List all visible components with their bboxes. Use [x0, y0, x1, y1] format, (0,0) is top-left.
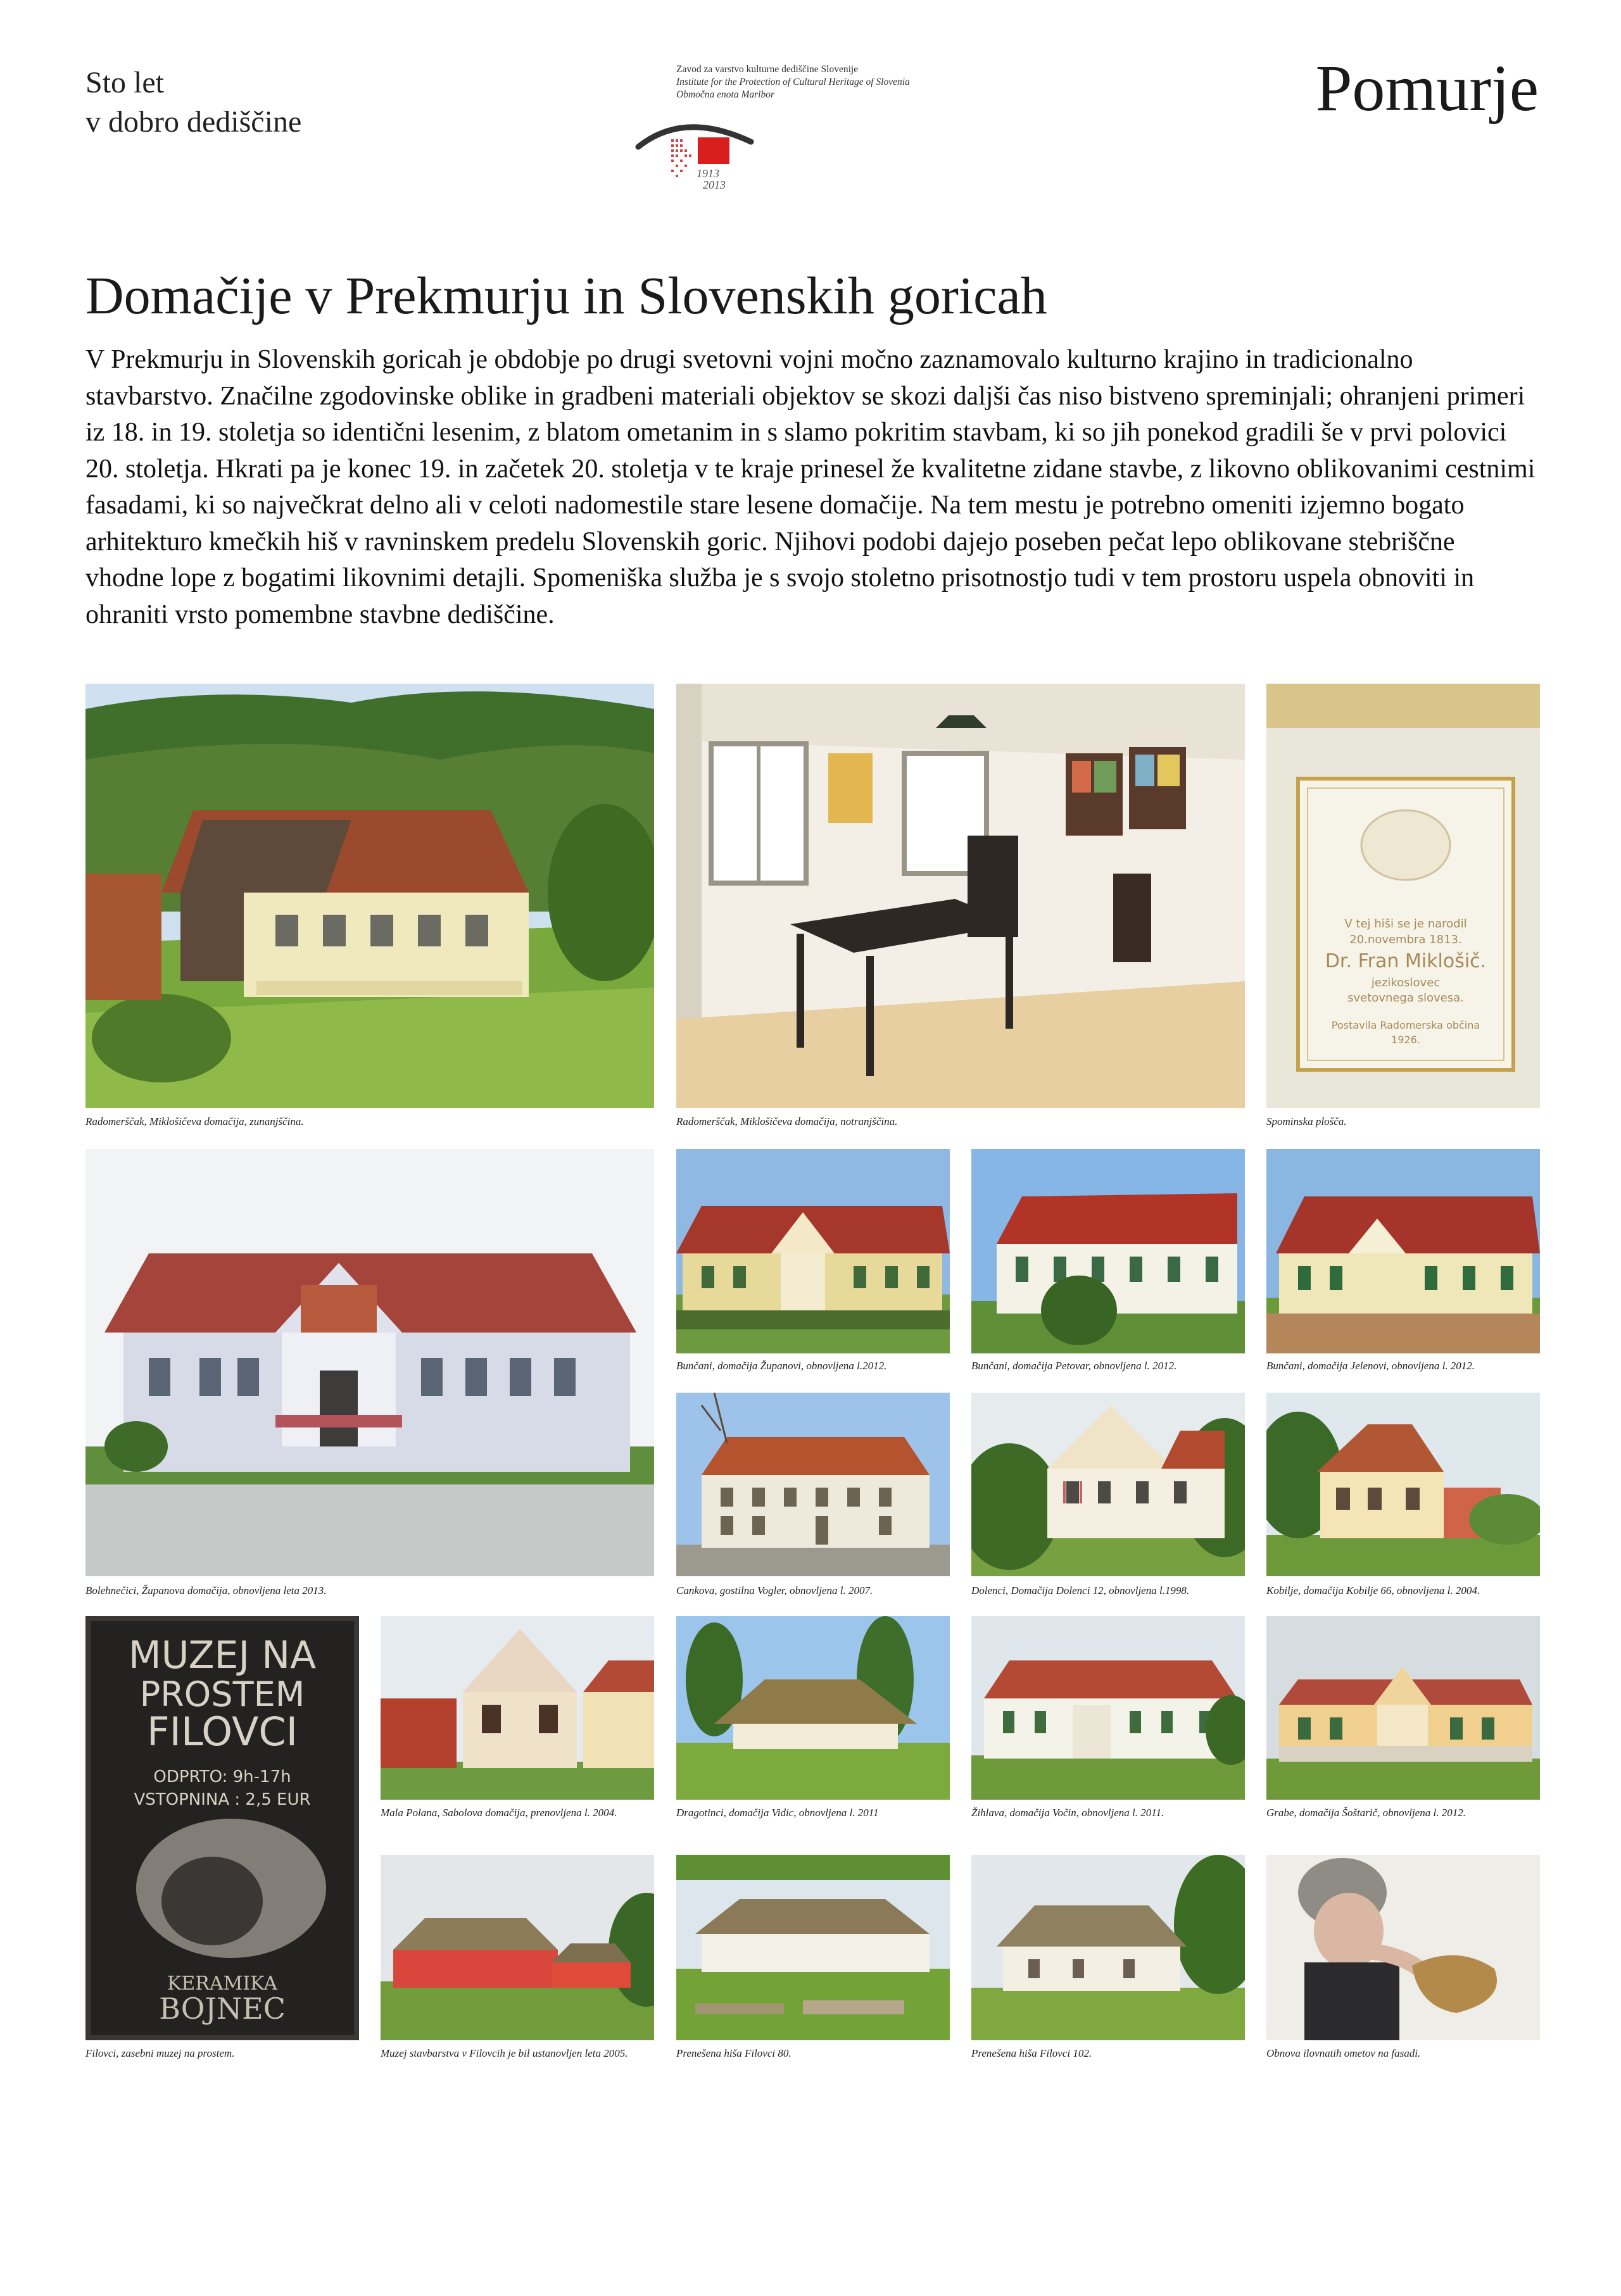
- institute-line-3: Območna enota Maribor: [676, 89, 774, 100]
- sign-title-3: FILOVCI: [147, 1709, 298, 1755]
- photo-restoration: [1266, 1855, 1540, 2040]
- plaque-line-3: Dr. Fran Miklošič.: [1325, 950, 1487, 972]
- caption-memorial-plaque: Spominska plošča.: [1266, 1115, 1347, 1127]
- page-title: Domačije v Prekmurju in Slovenskih goricah: [85, 267, 1047, 325]
- caption-grabe: Grabe, domačija Šoštarič, obnovljena l. 2012.: [1266, 1807, 1466, 1819]
- institute-line-2: Institute for the Protection of Cultural Heritage of Slovenia: [676, 77, 910, 87]
- institute-name: [676, 63, 910, 101]
- caption-zihlava: Žihlava, domačija Vočin, obnovljena l. 2011.: [971, 1807, 1164, 1819]
- photo-filovci-80: [676, 1855, 950, 2040]
- caption-buncani-jelenovi: Bunčani, domačija Jelenovi, obnovljena l. 2012.: [1266, 1360, 1475, 1372]
- caption-filovci-80: Prenešena hiša Filovci 80.: [676, 2047, 792, 2059]
- caption-cankova-vogler: Cankova, gostilna Vogler, obnovljena l. 2007.: [676, 1584, 873, 1597]
- photo-kobilje: [1266, 1393, 1540, 1576]
- logo-year-end: 2013: [703, 179, 726, 191]
- photo-zihlava: [971, 1616, 1245, 1800]
- photo-dolenci: [971, 1393, 1245, 1576]
- caption-restoration: Obnova ilovnatih ometov na fasadi.: [1266, 2047, 1421, 2059]
- sign-hours: ODPRTO: 9h-17h: [153, 1767, 291, 1786]
- photo-filovci-museum-house: [381, 1855, 654, 2040]
- caption-buncani-zupanovi: Bunčani, domačija Županovi, obnovljena l.2012.: [676, 1360, 887, 1372]
- plaque-line-7: 1926.: [1391, 1034, 1420, 1046]
- tagline-line-2: v dobro dediščine: [85, 105, 302, 139]
- logo-year-start: 1913: [697, 167, 719, 180]
- caption-mala-polana: Mala Polana, Sabolova domačija, prenovljena l. 2004.: [381, 1807, 617, 1819]
- caption-filovci-museum: Filovci, zasebni muzej na prostem.: [85, 2047, 235, 2059]
- header-tagline: [85, 63, 301, 142]
- photo-miklosic-exterior: [85, 684, 654, 1108]
- photo-mala-polana: [381, 1616, 654, 1800]
- photo-buncani-petovar: [971, 1149, 1245, 1353]
- caption-miklosic-exterior: Radomerščak, Miklošičeva domačija, zunanjščina.: [85, 1115, 304, 1127]
- tagline-line-1: Sto let: [85, 66, 165, 99]
- caption-miklosic-interior: Radomerščak, Miklošičeva domačija, notranjščina.: [676, 1115, 898, 1127]
- sign-brand-2: BOJNEC: [159, 1992, 286, 2026]
- intro-paragraph: V Prekmurju in Slovenskih goricah je obdobje po drugi svetovni vojni močno zaznamovalo kulturno krajino in tradicionalno stavbarstvo. Značilne zgodovinske oblike in gradbeni materiali objektov se skozi daljši čas niso bistveno spreminjali; ohranjeni primeri iz 18. in 19. stoletja so identični lesenim, z blatom ometanim in s slamo pokritim stavbam, ki so jih ponekod gradili še v prvi polovici 20. stoletja. Hkrati pa je konec 19. in začetek 20. stoletja v te kraje prinesel že kvalitetne zidane stavbe, z likovno oblikovanimi cestnimi fasadami, ki so največkrat delno ali v celoti nadomestile stare lesene domačije. Na tem mestu je potrebno omeniti izjemno bogato arhitekturo kmečkih hiš v ravninskem predelu Slovenskih goric. Njihovi podobi dajejo poseben pečat lepo oblikovane stebriščne vhodne lope z bogatimi likovnimi detajli. Spomeniška služba je s svojo stoletno prisotnostjo tudi v tem prostoru uspela obnoviti in ohraniti vrsto pomembne stavbne dediščine.: [85, 345, 1536, 629]
- caption-kobilje: Kobilje, domačija Kobilje 66, obnovljena l. 2004.: [1266, 1584, 1480, 1597]
- institute-logo: [633, 114, 766, 209]
- photo-bolehnecici: [85, 1149, 654, 1576]
- caption-filovci-museum-house: Muzej stavbarstva v Filovcih je bil ustanovljen leta 2005.: [381, 2047, 628, 2059]
- sign-price: VSTOPNINA : 2,5 EUR: [134, 1790, 311, 1809]
- photo-filovci-102: [971, 1855, 1245, 2040]
- sign-title-1: MUZEJ NA: [128, 1633, 317, 1678]
- caption-dragotinci: Dragotinci, domačija Vidic, obnovljena l. 2011: [676, 1807, 879, 1819]
- sign-brand-1: KERAMIKA: [167, 1973, 277, 1995]
- sign-title-2: PROSTEM: [139, 1674, 305, 1714]
- photo-cankova-vogler: [676, 1393, 950, 1576]
- caption-dolenci: Dolenci, Domačija Dolenci 12, obnovljena l.1998.: [971, 1584, 1190, 1597]
- region-title: Pomurje: [1315, 52, 1539, 125]
- photo-miklosic-interior: [676, 684, 1245, 1108]
- caption-filovci-102: Prenešena hiša Filovci 102.: [971, 2047, 1092, 2059]
- plaque-line-2: 20.novembra 1813.: [1349, 933, 1462, 946]
- photo-dragotinci: [676, 1616, 950, 1800]
- institute-line-1: Zavod za varstvo kulturne dediščine Slovenije: [676, 64, 859, 75]
- photo-grabe: [1266, 1616, 1540, 1800]
- photo-museum-sign: [85, 1616, 359, 2040]
- caption-buncani-petovar: Bunčani, domačija Petovar, obnovljena l. 2012.: [971, 1360, 1177, 1372]
- plaque-line-6: Postavila Radomerska občina: [1331, 1019, 1480, 1031]
- photo-memorial-plaque: [1266, 684, 1540, 1108]
- plaque-line-4: jezikoslovec: [1371, 976, 1441, 989]
- photo-buncani-zupanovi: [676, 1149, 950, 1353]
- photo-buncani-jelenovi: [1266, 1149, 1540, 1353]
- plaque-line-5: svetovnega slovesa.: [1347, 991, 1464, 1005]
- caption-bolehnecici: Bolehnečici, Županova domačija, obnovljena leta 2013.: [85, 1584, 327, 1597]
- plaque-line-1: V tej hiši se je narodil: [1344, 917, 1467, 931]
